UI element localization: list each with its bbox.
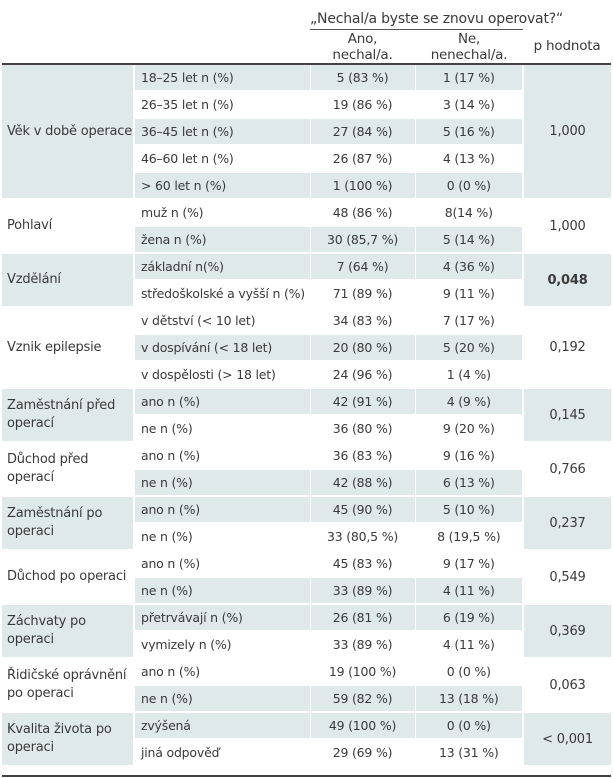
yes-count-cell: 48 (86 %): [310, 199, 415, 226]
table-row: [2, 550, 611, 577]
no-count-cell: 4 (13 %): [415, 145, 523, 172]
table-row: [2, 712, 611, 739]
group-label: Pohlaví: [2, 199, 134, 253]
category-cell: v dospívání (< 18 let): [134, 334, 310, 361]
yes-column-header: [310, 30, 415, 64]
category-cell: 36–45 let n (%): [134, 118, 310, 145]
yes-count-cell: 20 (80 %): [310, 334, 415, 361]
table-row: [2, 199, 611, 226]
category-cell: zvýšená: [134, 712, 310, 739]
category-cell: přetrvávají n (%): [134, 604, 310, 631]
p-value-cell: 0,063: [523, 658, 611, 712]
yes-count-cell: 34 (83 %): [310, 307, 415, 334]
table-body: [2, 64, 611, 765]
yes-count-cell: 33 (89 %): [310, 577, 415, 604]
yes-count-cell: 19 (86 %): [310, 91, 415, 118]
category-cell: ano n (%): [134, 496, 310, 523]
group-label: Vzdělání: [2, 253, 134, 307]
no-count-cell: 8 (19,5 %): [415, 523, 523, 550]
yes-count-cell: 26 (81 %): [310, 604, 415, 631]
p-value-cell: 1,000: [523, 199, 611, 253]
no-count-cell: 0 (0 %): [415, 172, 523, 199]
no-count-cell: 9 (16 %): [415, 442, 523, 469]
no-count-cell: 3 (14 %): [415, 91, 523, 118]
no-count-cell: 7 (17 %): [415, 307, 523, 334]
group-label: Věk v době operace: [2, 64, 134, 199]
yes-count-cell: 19 (100 %): [310, 658, 415, 685]
table-row: [2, 658, 611, 685]
yes-count-cell: 29 (69 %): [310, 739, 415, 765]
category-cell: v dospělosti (> 18 let): [134, 361, 310, 388]
yes-count-cell: 42 (88 %): [310, 469, 415, 496]
table-bottom-rule: [2, 775, 611, 777]
table-row: [2, 388, 611, 415]
no-count-cell: 6 (13 %): [415, 469, 523, 496]
no-column-header: [415, 30, 523, 64]
table-row: [2, 253, 611, 280]
category-cell: ne n (%): [134, 469, 310, 496]
group-label: Důchod před operací: [2, 442, 134, 496]
category-cell: 26–35 let n (%): [134, 91, 310, 118]
no-count-cell: 1 (4 %): [415, 361, 523, 388]
yes-count-cell: 33 (89 %): [310, 631, 415, 658]
no-count-cell: 9 (17 %): [415, 550, 523, 577]
table-row: [2, 442, 611, 469]
no-count-cell: 9 (20 %): [415, 415, 523, 442]
question-header: „Nechal/a byste se znovu operovat?“: [310, 0, 523, 30]
p-value-cell: 0,145: [523, 388, 611, 442]
yes-count-cell: 36 (80 %): [310, 415, 415, 442]
yes-count-cell: 36 (83 %): [310, 442, 415, 469]
yes-count-cell: 5 (83 %): [310, 64, 415, 91]
group-label: Kvalita života po operaci: [2, 712, 134, 765]
category-cell: vymizely n (%): [134, 631, 310, 658]
no-count-cell: 0 (0 %): [415, 712, 523, 739]
p-value-cell: 0,048: [523, 253, 611, 307]
no-header-line1: Ne,: [457, 30, 481, 47]
yes-count-cell: 59 (82 %): [310, 685, 415, 712]
category-cell: středoškolské a vyšší n (%): [134, 280, 310, 307]
yes-count-cell: 49 (100 %): [310, 712, 415, 739]
no-count-cell: 0 (0 %): [415, 658, 523, 685]
category-cell: muž n (%): [134, 199, 310, 226]
group-label: Záchvaty po operaci: [2, 604, 134, 658]
p-value-header: p hodnota: [533, 38, 601, 55]
table-row: [2, 64, 611, 91]
table-row: [2, 604, 611, 631]
no-count-cell: 8(14 %): [415, 199, 523, 226]
category-cell: jiná odpověď: [134, 739, 310, 765]
category-cell: ne n (%): [134, 577, 310, 604]
p-value-cell: 1,000: [523, 64, 611, 199]
category-cell: ne n (%): [134, 685, 310, 712]
no-count-cell: 5 (20 %): [415, 334, 523, 361]
yes-count-cell: 1 (100 %): [310, 172, 415, 199]
no-count-cell: 13 (18 %): [415, 685, 523, 712]
category-cell: ano n (%): [134, 388, 310, 415]
p-value-cell: 0,192: [523, 307, 611, 388]
no-count-cell: 5 (14 %): [415, 226, 523, 253]
category-cell: 18–25 let n (%): [134, 64, 310, 91]
p-value-cell: 0,369: [523, 604, 611, 658]
category-cell: v dětství (< 10 let): [134, 307, 310, 334]
yes-count-cell: 30 (85,7 %): [310, 226, 415, 253]
yes-count-cell: 33 (80,5 %): [310, 523, 415, 550]
no-count-cell: 1 (17 %): [415, 64, 523, 91]
no-count-cell: 4 (11 %): [415, 577, 523, 604]
no-count-cell: 5 (16 %): [415, 118, 523, 145]
category-cell: ne n (%): [134, 523, 310, 550]
yes-count-cell: 45 (90 %): [310, 496, 415, 523]
yes-count-cell: 45 (83 %): [310, 550, 415, 577]
category-cell: základní n(%): [134, 253, 310, 280]
yes-count-cell: 71 (89 %): [310, 280, 415, 307]
table-row: [2, 496, 611, 523]
p-value-cell: < 0,001: [523, 712, 611, 765]
yes-count-cell: 7 (64 %): [310, 253, 415, 280]
yes-count-cell: 42 (91 %): [310, 388, 415, 415]
category-cell: ano n (%): [134, 442, 310, 469]
table-row: [2, 307, 611, 334]
no-count-cell: 4 (11 %): [415, 631, 523, 658]
no-count-cell: 9 (11 %): [415, 280, 523, 307]
yes-count-cell: 26 (87 %): [310, 145, 415, 172]
category-cell: žena n (%): [134, 226, 310, 253]
category-cell: ano n (%): [134, 550, 310, 577]
category-cell: 46–60 let n (%): [134, 145, 310, 172]
yes-header-line2: nechal/a.: [332, 46, 393, 63]
category-cell: > 60 let n (%): [134, 172, 310, 199]
category-cell: ano n (%): [134, 658, 310, 685]
p-value-cell: 0,237: [523, 496, 611, 550]
yes-header-line1: Ano,: [347, 30, 378, 47]
p-value-cell: 0,766: [523, 442, 611, 496]
no-count-cell: 4 (9 %): [415, 388, 523, 415]
group-label: Důchod po operaci: [2, 550, 134, 604]
yes-count-cell: 27 (84 %): [310, 118, 415, 145]
no-count-cell: 6 (19 %): [415, 604, 523, 631]
group-label: Zaměstnání před operací: [2, 388, 134, 442]
no-count-cell: 13 (31 %): [415, 739, 523, 765]
group-label: Řidičské oprávnění po operaci: [2, 658, 134, 712]
category-cell: ne n (%): [134, 415, 310, 442]
group-label: Vznik epilepsie: [2, 307, 134, 388]
no-header-line2: nenechal/a.: [430, 46, 508, 63]
no-count-cell: 5 (10 %): [415, 496, 523, 523]
p-value-cell: 0,549: [523, 550, 611, 604]
group-label: Zaměstnání po operaci: [2, 496, 134, 550]
results-table: [2, 0, 611, 765]
yes-count-cell: 24 (96 %): [310, 361, 415, 388]
no-count-cell: 4 (36 %): [415, 253, 523, 280]
